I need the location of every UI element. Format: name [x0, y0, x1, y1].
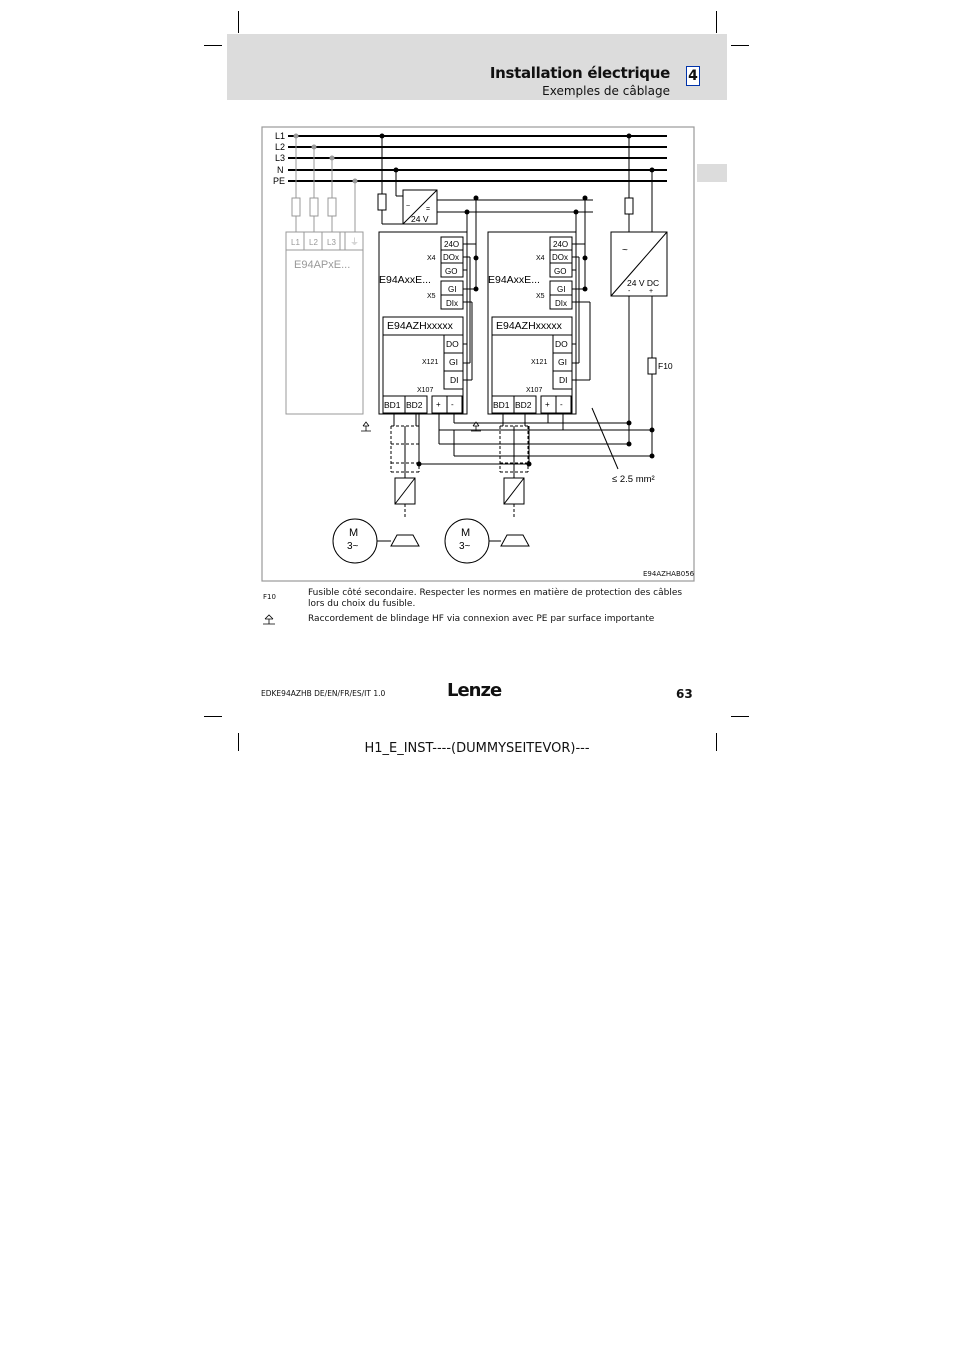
lenze-logo: Lenze [447, 680, 502, 701]
converter-voltage: 24 V [411, 214, 429, 224]
crop-mark [716, 11, 717, 33]
legend-text-shield: Raccordement de blindage HF via connexion avec PE par surface importante [308, 614, 655, 624]
axis-2-plus: + [545, 400, 550, 409]
cable-section-label: ≤ 2.5 mm² [612, 474, 655, 485]
fuse-label: F10 [658, 361, 673, 371]
axis-1-bd2: BD2 [406, 400, 423, 410]
document-id: EDKE94AZHB DE/EN/FR/ES/IT 1.0 [261, 689, 386, 698]
supply-terminal-l1: L1 [291, 238, 300, 247]
page-header [227, 34, 727, 100]
axis-2-x4-t3: GO [554, 267, 567, 276]
axis-1-minus: - [451, 400, 454, 409]
axis-1-x4-label: X4 [427, 255, 436, 262]
axis-2-bd1: BD1 [493, 400, 510, 410]
axis-2-x4-t1: 24O [553, 240, 569, 249]
axis-1-x121-t2: GI [449, 357, 458, 367]
axis-2-x5-label: X5 [536, 293, 545, 300]
line-label-n: N [277, 165, 284, 175]
line-label-l1: L1 [275, 131, 286, 141]
crop-mark [731, 716, 749, 717]
axis-2-x121-t1: DO [555, 339, 568, 349]
axis-2-x5-t2: DIx [555, 299, 567, 308]
psu-plus: + [649, 288, 654, 295]
pe-terminal-icon: ⏚ [350, 237, 360, 247]
axis-1-x121-label: X121 [422, 359, 439, 366]
axis-2-bd2: BD2 [515, 400, 532, 410]
axis-2-x121-t3: DI [559, 375, 568, 385]
psu-24vdc [611, 136, 667, 456]
junction-dots [380, 134, 655, 467]
axis-1-x5-label: X5 [427, 293, 436, 300]
psu-minus: - [628, 288, 631, 295]
axis-2-x121-t2: GI [558, 357, 567, 367]
figure-id: E94AZHAB056 [643, 570, 695, 578]
axis-2-x4-label: X4 [536, 255, 545, 262]
axis-1-x4-t2: DOx [443, 253, 459, 262]
psu-ac-icon: ~ [622, 245, 628, 256]
supply-terminal-l2: L2 [309, 238, 318, 247]
page-title: Installation électrique [489, 64, 670, 82]
chapter-number: 4 [686, 66, 700, 86]
axis-1-option: E94AZHxxxxx [387, 320, 453, 332]
motor-1-label: M [349, 527, 359, 539]
axis-1-x4-t1: 24O [444, 240, 460, 249]
chapter-tab [697, 164, 727, 182]
axis-1-bd1: BD1 [384, 400, 401, 410]
motor-2-phase: 3~ [459, 541, 471, 552]
crop-mark [204, 45, 222, 46]
converter-dc-icon: = [426, 206, 431, 213]
supply-module-label: E94APxE... [294, 259, 351, 271]
axis-1-x121-t1: DO [446, 339, 459, 349]
axis-1-x5-t1: GI [448, 285, 457, 294]
axis-2-x4-t2: DOx [552, 253, 568, 262]
dummy-line: H1_E_INST----(DUMMYSEITEVOR)--- [364, 741, 590, 756]
shield-icon [262, 614, 276, 626]
line-label-pe: PE [273, 176, 286, 186]
axis-2-minus: - [560, 400, 563, 409]
mains-bus [288, 136, 667, 181]
axis-module-2-name: E94AxxE... [488, 274, 540, 286]
supply-module [286, 136, 363, 414]
legend-key-f10: F10 [263, 593, 276, 601]
motor-2-label: M [461, 527, 471, 539]
motor-1-phase: 3~ [347, 541, 359, 552]
axis-1-x4-t3: GO [445, 267, 458, 276]
axis-module-2 [445, 200, 618, 563]
psu-voltage: 24 V DC [627, 278, 660, 288]
crop-mark [731, 45, 749, 46]
crop-mark [238, 11, 239, 33]
axis-module-1-name: E94AxxE... [379, 274, 431, 286]
wiring-diagram [261, 126, 695, 582]
axis-1-x121-t3: DI [450, 375, 459, 385]
axis-2-x107-label: X107 [526, 387, 543, 394]
axis-1-x107-label: X107 [417, 387, 434, 394]
axis-2-x5-t1: GI [557, 285, 566, 294]
line-label-l3: L3 [275, 153, 286, 163]
legend-text-f10: Fusible côté secondaire. Respecter les normes en matière de protection des câbles lors du choix du fusible. [308, 588, 683, 609]
axis-1-plus: + [436, 400, 441, 409]
page-number: 63 [676, 687, 693, 701]
supply-terminal-l3: L3 [327, 238, 336, 247]
crop-mark [204, 716, 222, 717]
axis-2-option: E94AZHxxxxx [496, 320, 562, 332]
axis-1-x5-t2: DIx [446, 299, 458, 308]
axis-2-x121-label: X121 [531, 359, 548, 366]
converter-ac-icon: ~ [406, 203, 411, 210]
page-subtitle: Exemples de câblage [542, 84, 670, 98]
line-label-l2: L2 [275, 142, 286, 152]
